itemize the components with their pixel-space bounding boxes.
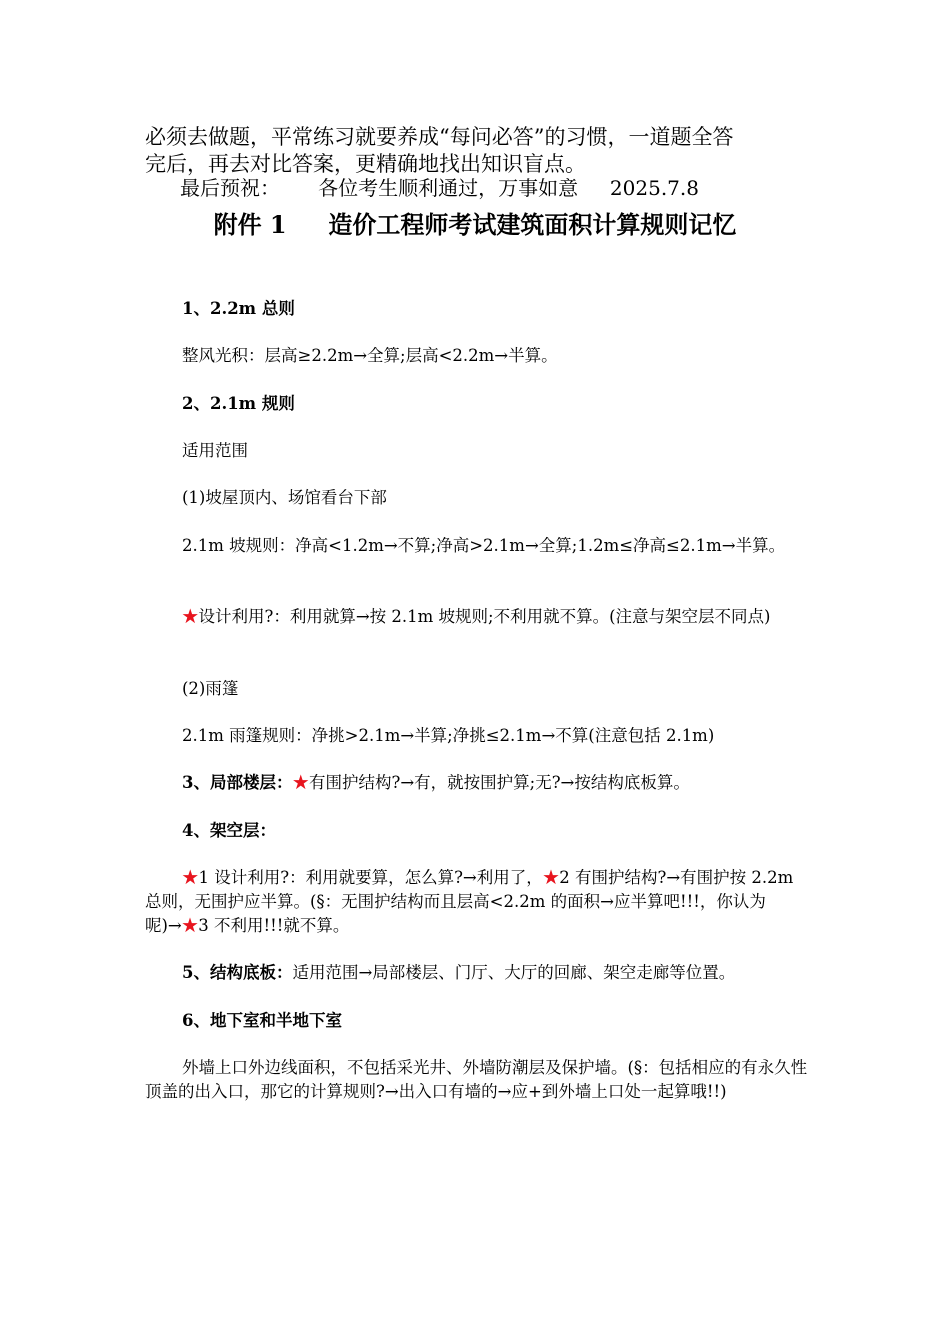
section-4-part-1: 1 设计利用?：利用就要算，怎么算?→利用了， — [198, 868, 543, 887]
star-icon: ★ — [182, 868, 199, 887]
closing-wish: 最后预祝： 各位考生顺利通过，万事如意 2025.7.8 — [180, 176, 699, 200]
section-5-text: 适用范围→局部楼层、门厅、大厅的回廊、架空走廊等位置。 — [292, 963, 736, 982]
section-6-text: 外墙上口外边线面积，不包括采光井、外墙防潮层及保护墙。(§：包括相应的有永久性顶盖的出入口，那它的计算规则?→出入口有墙的→应+到外墙上口处一起算哦!!) — [145, 1058, 808, 1101]
section-2-item-1: (1)坡屋顶内、场馆看台下部 — [182, 488, 387, 507]
section-6-heading: 6、地下室和半地下室 — [182, 1011, 342, 1030]
section-3 — [145, 771, 815, 795]
section-4-part-3: 3 不利用!!!就不算。 — [198, 916, 350, 935]
section-2-star-text: 设计利用?：利用就算→按 2.1m 坡规则;不利用就不算。(注意与架空层不同点) — [198, 607, 771, 626]
star-icon: ★ — [542, 868, 560, 887]
section-3-heading: 3、局部楼层： — [182, 773, 293, 792]
section-2-rule-2: 2.1m 雨篷规则：净挑>2.1m→半算;净挑≤2.1m→不算(注意包括 2.1m) — [182, 726, 715, 745]
section-4-part-2: 2 有围护结构?→有围护按 2.2m 总则，无围护应半算。(§：无围护结构而且层高<2.2m 的面积→应半算吧!!!，你认为呢)→ — [145, 868, 794, 935]
section-1-text: 整风光积：层高≥2.2m→全算;层高<2.2m→半算。 — [182, 346, 558, 365]
intro-paragraph — [145, 124, 825, 178]
section-3-text: 有围护结构?→有，就按围护算;无?→按结构底板算。 — [308, 773, 690, 792]
section-2-scope: 适用范围 — [182, 441, 248, 460]
section-2-heading: 2、2.1m 规则 — [182, 394, 295, 413]
intro-line-2: 完后，再去对比答案，更精确地找出知识盲点。 — [145, 152, 586, 176]
section-5 — [145, 961, 815, 985]
star-icon: ★ — [182, 607, 199, 626]
section-2-star-note — [145, 605, 815, 629]
section-4-heading: 4、架空层： — [182, 821, 276, 840]
intro-line-1: 必须去做题，平常练习就要养成“每问必答”的习惯，一道题全答 — [145, 125, 734, 149]
section-2-item-2: (2)雨篷 — [182, 679, 239, 698]
section-5-heading: 5、结构底板： — [182, 963, 293, 982]
section-4-text — [145, 866, 815, 938]
section-2-rule-1: 2.1m 坡规则：净高<1.2m→不算;净高>2.1m→全算;1.2m≤净高≤2.1m→半算。 — [182, 536, 786, 555]
star-icon: ★ — [292, 773, 309, 792]
star-icon: ★ — [181, 916, 199, 935]
section-1-heading: 1、2.2m 总则 — [182, 299, 295, 318]
appendix-title: 附件 1 造价工程师考试建筑面积计算规则记忆 — [213, 210, 737, 239]
